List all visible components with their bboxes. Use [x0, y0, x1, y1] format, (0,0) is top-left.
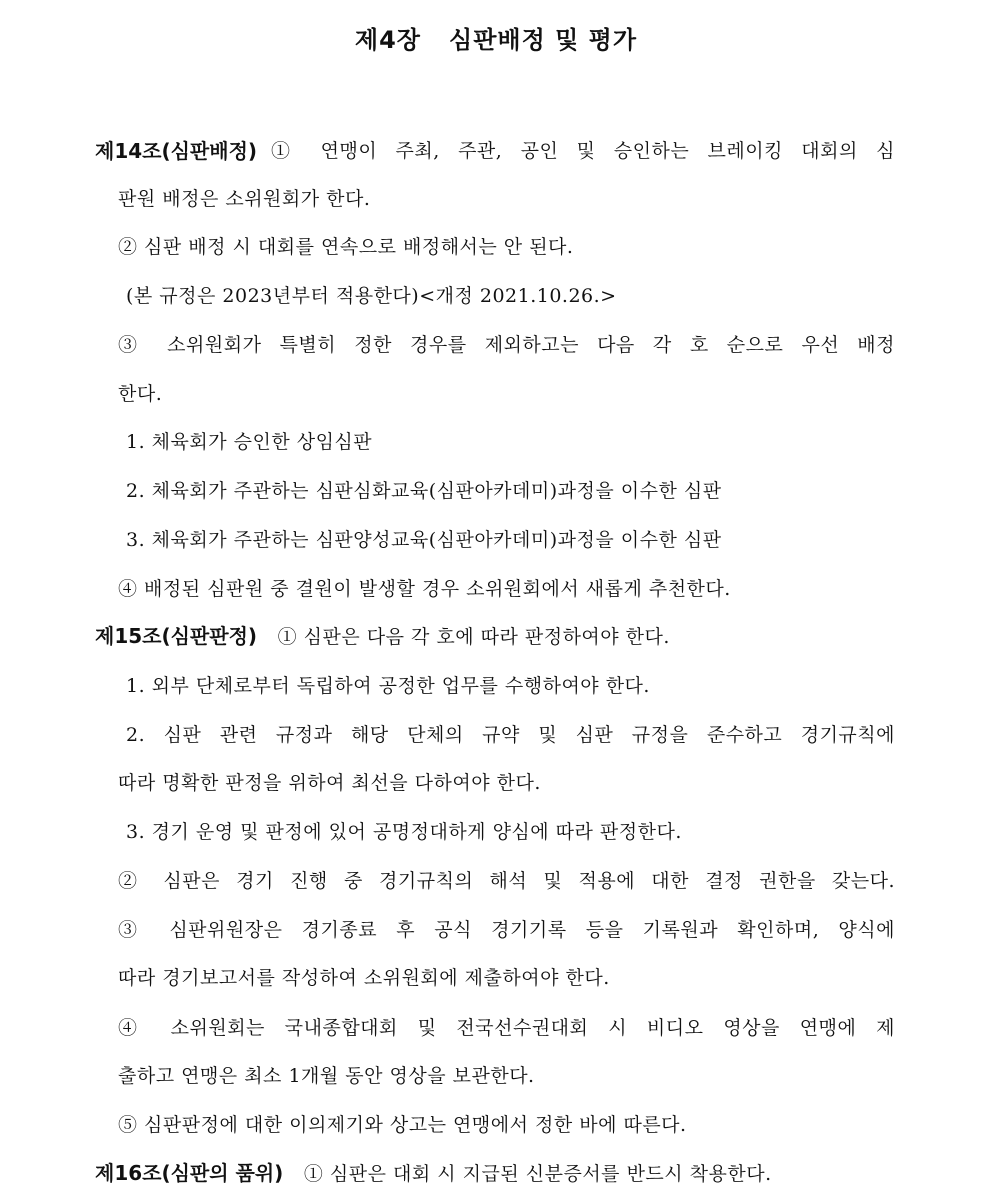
- article-15-heading: 제15조(심판판정): [95, 624, 258, 648]
- article-14-first-line: [95, 137, 895, 165]
- article-14-line: (본 규정은 2023년부터 적용한다)<개정 2021.10.26.>: [126, 285, 617, 307]
- article-14-line: ③ 소위원회가 특별히 정한 경우를 제외하고는 다음 각 호 순으로 우선 배정: [118, 334, 895, 356]
- article-15-line: 출하고 연맹은 최소 1개월 동안 영상을 보관한다.: [118, 1065, 535, 1087]
- article-14-clause-1: ① 연맹이 주최, 주관, 공인 및 승인하는 브레이킹 대회의 심: [271, 140, 895, 162]
- article-14-line: ② 심판 배정 시 대회를 연속으로 배정해서는 안 된다.: [118, 236, 574, 258]
- article-15-line: ④ 소위원회는 국내종합대회 및 전국선수권대회 시 비디오 영상을 연맹에 제: [118, 1017, 895, 1039]
- article-14-line: 판원 배정은 소위원회가 한다.: [118, 188, 371, 210]
- article-15-line: ② 심판은 경기 진행 중 경기규칙의 해석 및 적용에 대한 결정 권한을 갖는다.: [118, 870, 895, 892]
- article-14-line: ④ 배정된 심판원 중 결원이 발생할 경우 소위원회에서 새롭게 추천한다.: [118, 578, 731, 600]
- article-14-line: 1. 체육회가 승인한 상임심판: [126, 431, 373, 453]
- article-15-line: 1. 외부 단체로부터 독립하여 공정한 업무를 수행하여야 한다.: [126, 675, 650, 697]
- article-14-line: 한다.: [118, 383, 163, 405]
- article-15-line: 따라 명확한 판정을 위하여 최선을 다하여야 한다.: [118, 772, 541, 794]
- article-15-line: ⑤ 심판판정에 대한 이의제기와 상고는 연맹에서 정한 바에 따른다.: [118, 1114, 687, 1136]
- article-16-clause-1: ① 심판은 대회 시 지급된 신분증서를 반드시 착용한다.: [303, 1163, 772, 1185]
- article-16-heading: 제16조(심판의 품위): [95, 1161, 284, 1185]
- article-15-line: 3. 경기 운영 및 판정에 있어 공명정대하게 양심에 따라 판정한다.: [126, 821, 682, 843]
- article-15-first-line: [95, 622, 670, 651]
- article-14-heading: 제14조(심판배정): [95, 139, 258, 163]
- article-15-clause-1: ① 심판은 다음 각 호에 따라 판정하여야 한다.: [277, 626, 670, 648]
- article-15-line: 2. 심판 관련 규정과 해당 단체의 규약 및 심판 규정을 준수하고 경기규칙에: [126, 724, 895, 746]
- article-16-first-line: [95, 1159, 772, 1188]
- article-14-line: 2. 체육회가 주관하는 심판심화교육(심판아카데미)과정을 이수한 심판: [126, 480, 722, 502]
- article-14-line: 3. 체육회가 주관하는 심판양성교육(심판아카데미)과정을 이수한 심판: [126, 529, 722, 551]
- article-15-line: 따라 경기보고서를 작성하여 소위원회에 제출하여야 한다.: [118, 967, 610, 989]
- article-15-line: ③ 심판위원장은 경기종료 후 공식 경기기록 등을 기록원과 확인하며, 양식에: [118, 919, 895, 941]
- chapter-title: 제4장 심판배정 및 평가: [354, 26, 638, 54]
